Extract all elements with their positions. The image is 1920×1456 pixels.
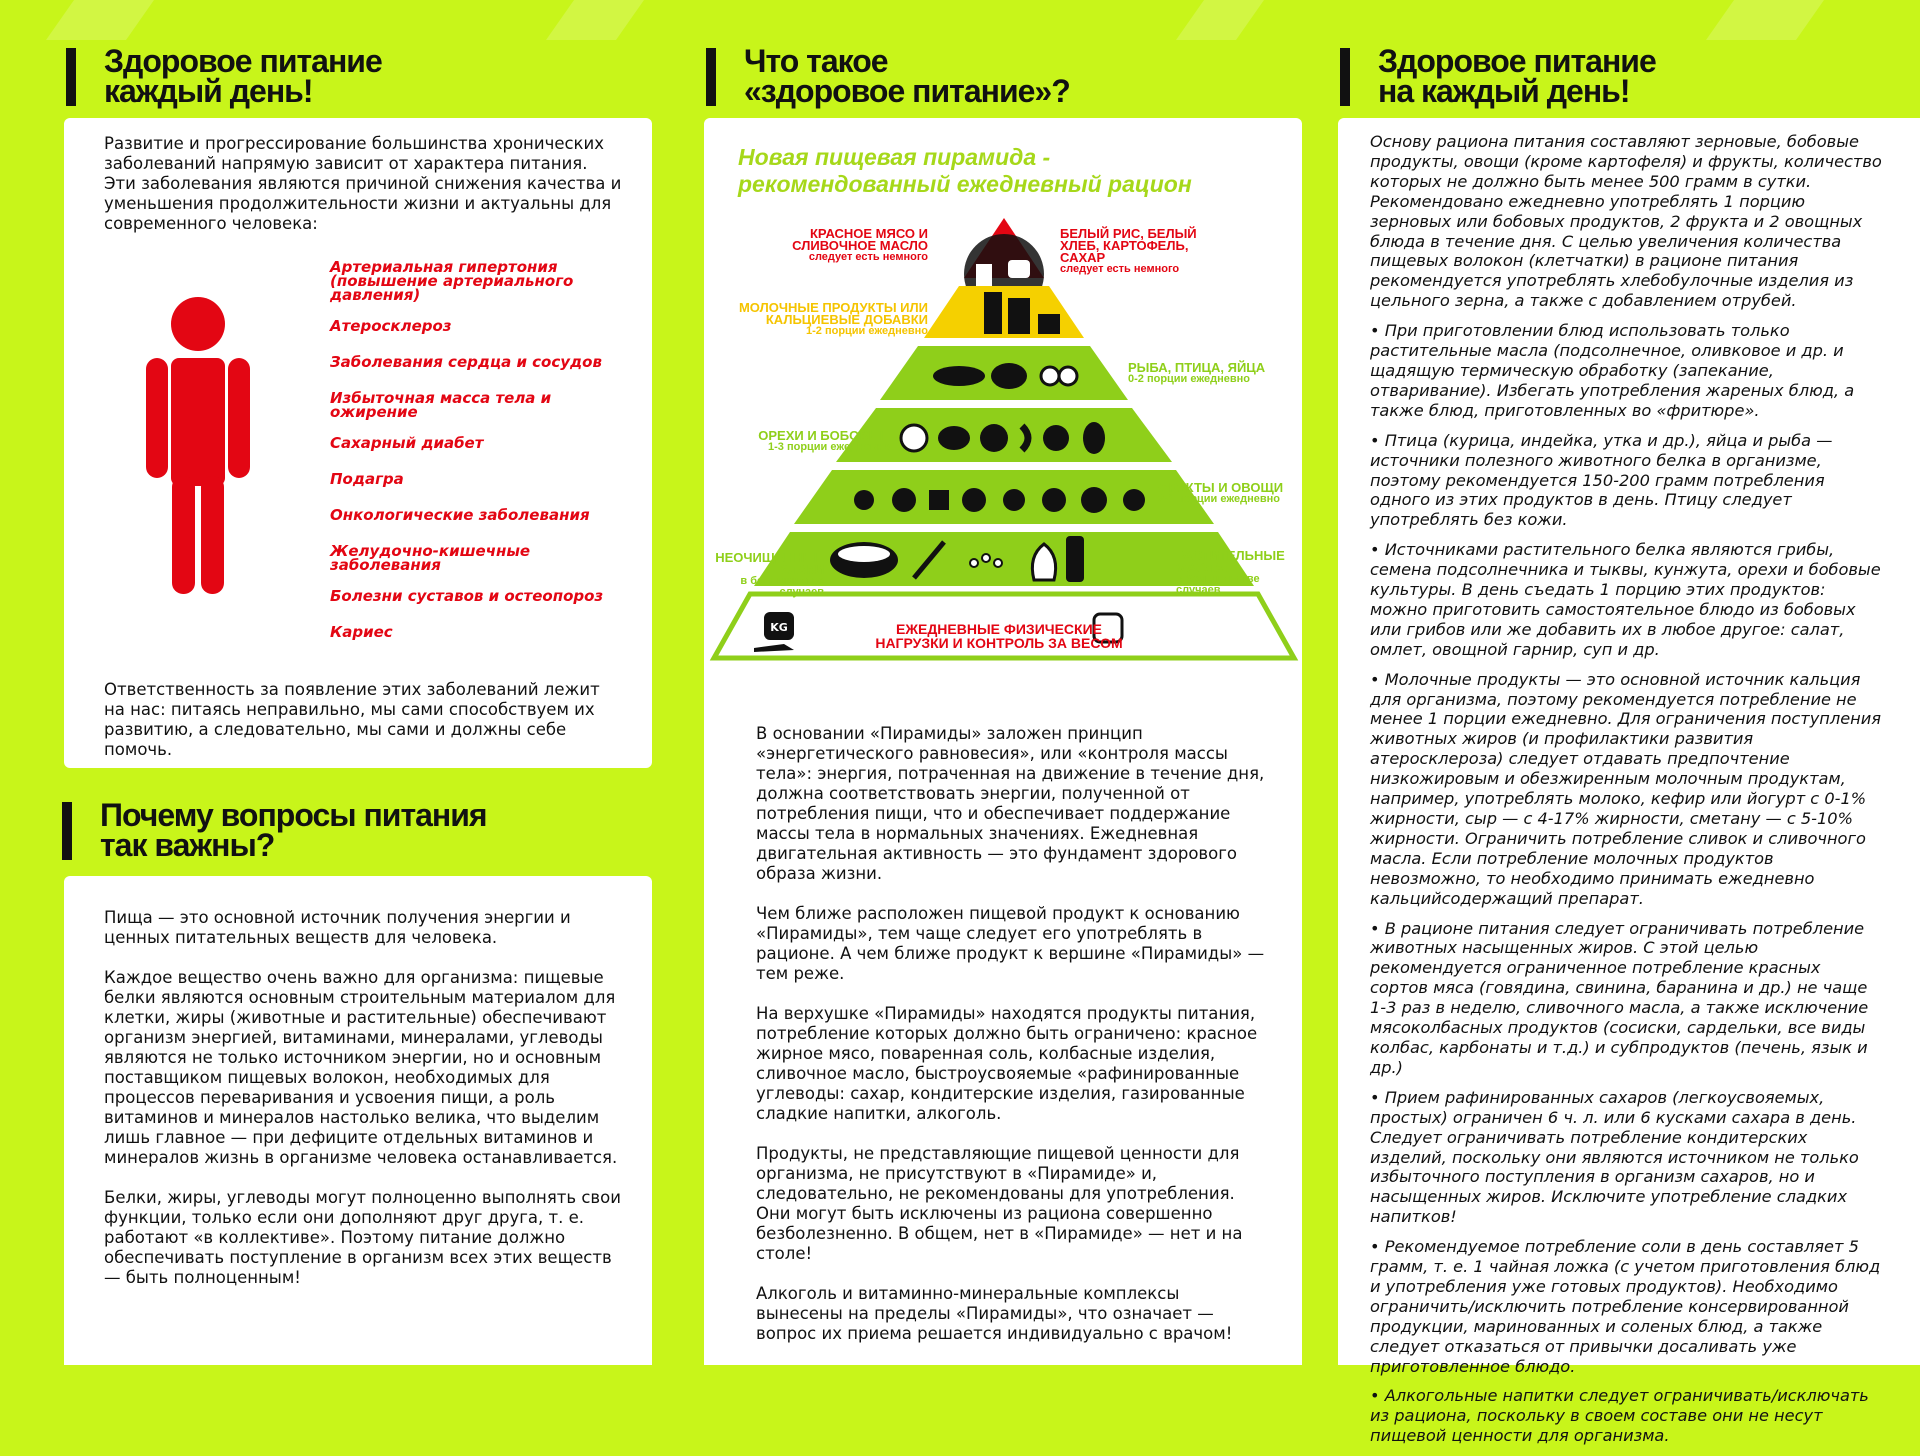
heading-bar bbox=[706, 48, 716, 106]
disease-item: Кариес bbox=[330, 623, 393, 641]
diseases-card bbox=[64, 118, 652, 768]
label-red-meat: КРАСНОЕ МЯСО И СЛИВОЧНОЕ МАСЛО следует есть немного bbox=[792, 226, 928, 263]
section-heading bbox=[706, 43, 1070, 109]
disease-item: Атеросклероз bbox=[330, 317, 452, 335]
daily-eating-card bbox=[1338, 118, 1920, 1446]
disease-item: Артериальная гипертония (повышение артериального давления) bbox=[330, 258, 574, 304]
heading-bar bbox=[1340, 48, 1350, 106]
paragraph: • При приготовлении блюд использовать только растительные масла (подсолнечное, оливковое и др. и щадящую термическую обработку (запекание, отваривание). Избегать употребления жареных блюд, а также блюд, приготовленных во «фритюре». bbox=[1370, 321, 1855, 420]
heading-title: Почему вопросы питания так важны? bbox=[100, 797, 487, 863]
label-base-activity: ЕЖЕДНЕВНЫЕ ФИЗИЧЕСКИЕ НАГРУЗКИ И КОНТРОЛЬ ЗА ВЕСОМ bbox=[875, 621, 1123, 651]
paragraph: Белки, жиры, углеводы могут полноценно выполнять свои функции, только если они дополняют друг друга, т. е. работают «в коллективе». Поэтому питание должно обеспечивать поступление в организм всех этих веществ — быть полноценным! bbox=[104, 1188, 621, 1287]
paragraph: Алкоголь и витаминно-минеральные комплексы вынесены на пределы «Пирамиды», что означает — вопрос их приема решается индивидуально с врачом! bbox=[756, 1284, 1233, 1343]
human-figure-icon bbox=[142, 296, 254, 596]
label-white-rice: БЕЛЫЙ РИС, БЕЛЫЙ ХЛЕБ, КАРТОФЕЛЬ, САХАР следует есть немного bbox=[1060, 226, 1197, 275]
disease-item: Болезни суставов и остеопороз bbox=[330, 587, 604, 605]
label-fruit: ФРУКТЫ И ОВОЩИ 2-3 порции ежедневно bbox=[1158, 480, 1284, 505]
paragraph: • Прием рафинированных сахаров (легкоусвояемых, простых) ограничен 6 ч. л. или 6 кусками сахара в день. Следует ограничивать потребление кондитерских изделий, поскольку они являются источником не только избыточного поступления в организм сахаров, но и насыщенных жиров. Исключите употребление сладких напитков! bbox=[1370, 1087, 1859, 1227]
label-nuts: ОРЕХИ И БОБОВЫЕ 1-3 порции ежедневно bbox=[758, 428, 890, 453]
paragraph: В основании «Пирамиды» заложен принцип «энергетического равновесия», или «контроля массы тела»: энергия, потраченная на движение в течение дня, должна соответствовать энергии, полученной от потребления пищи, что и обеспечивает поддержание массы тела в нормальных значениях. Ежедневная двигательная активность — это фундамент здорового образа жизни. bbox=[756, 724, 1265, 883]
paragraph: • В рационе питания следует ограничивать потребление животных насыщенных жиров. С этой целью рекомендуется ограниченное потребление красных сортов мяса (говядина, свинина, баранина и др.) не чаще 1-3 раз в неделю, сливочного масла, а также исключение мясоколбасных продуктов (сосиски, сардельки, все виды колбас, карбонаты и т.д.) и субпродуктов (печень, язык и др.) bbox=[1370, 918, 1869, 1077]
paragraph: На верхушке «Пирамиды» находятся продукты питания, потребление которых должно быть ограничено: красное жирное мясо, поваренная соль, колбасные изделия, сливочное масло, быстроусвояемые «рафинированные углеводы: сахар, кондитерские изделия, газированные сладкие напитки, алкоголь. bbox=[756, 1004, 1258, 1123]
paragraph: Основу рациона питания составляют зерновые, бобовые продукты, овощи (кроме картофеля) и фрукты, количество которых не должно быть менее 500 грамм в сутки. Рекомендовано ежедневно употреблять 1 порцию зерновых или бобовых продуктов, 2 фрукта и 2 овощных блюда в течение дня. С целью увеличения количества пищевых волокон (клетчатки) в рационе питания рекомендуется употреблять хлебобулочные изделия из цельного зерна, а также с добавлением отрубей. bbox=[1370, 132, 1882, 311]
label-grains: НЕОЧИЩЕННЫЕ ЗЛАКИ в большинстве случаев bbox=[715, 550, 824, 598]
disease-item: Желудочно-кишечные заболевания bbox=[330, 542, 531, 574]
section-heading bbox=[1340, 43, 1656, 109]
intro-text: Развитие и прогрессирование большинства хронических заболеваний напрямую зависит от характера питания. Эти заболевания являются причиной снижения качества и уменьшения продолжительности жизни и актуальны для современного человека: bbox=[104, 134, 622, 233]
daily-eating-text bbox=[1370, 132, 1882, 1456]
heading-title: Что такое «здоровое питание»? bbox=[744, 43, 1070, 109]
section-heading bbox=[62, 797, 487, 863]
paragraph: • Источниками растительного белка являются грибы, семена подсолнечника и тыквы, кунжута, орехи и бобовые культуры. В день съедать 1 порцию этих продуктов: можно приготовить самостоятельное блюдо из бобовых или грибов или же добавить их в любое другое: салат, омлет, овощной гарнир, суп и др. bbox=[1370, 540, 1881, 659]
label-oil: РАСТИТЕЛЬНЫЕ МАСЛА: в большинстве случаев bbox=[1176, 548, 1285, 596]
label-fish: РЫБА, ПТИЦА, ЯЙЦА 0-2 порции ежедневно bbox=[1128, 360, 1266, 385]
column-healthy-eating bbox=[0, 0, 690, 1365]
disease-item: Подагра bbox=[330, 470, 404, 488]
pyramid-text bbox=[756, 724, 1266, 1344]
paragraph: • Молочные продукты — это основной источник кальция для организма, поэтому рекомендуется потребление не менее 1 порции ежедневно. Для ограничения поступления животных жиров (и профилактики развития атеросклероза) следует отдавать предпочтение низкожировым и обезжиренным молочным продуктам, например, употреблять молоко, кефир или йогурт с 0-1% жирности, сыр — с 4-17% жирности, сметану — с 5-10% жирности. Ограничить потребление сливок и сливочного масла. Если потребление молочных продуктов невозможно, то необходимо принимать ежедневно кальцийсодержащий препарат. bbox=[1370, 669, 1882, 908]
disease-list bbox=[330, 260, 630, 661]
paragraph: • Алкогольные напитки следует ограничивать/исключать из рациона, поскольку в своем составе они не несут пищевой ценности для организма. bbox=[1370, 1386, 1869, 1446]
disease-item: Заболевания сердца и сосудов bbox=[330, 353, 602, 371]
outro-text: Ответственность за появление этих заболеваний лежит на нас: питаясь неправильно, мы сами способствуем их развитию, а следовательно, мы сами и должны себе помочь. bbox=[104, 680, 600, 759]
heading-title: Здоровое питание каждый день! bbox=[104, 43, 382, 109]
paragraph: Чем ближе расположен пищевой продукт к основанию «Пирамиды», тем чаще следует его употреблять в рационе. А чем ближе продукт к вершине «Пирамиды» — тем реже. bbox=[756, 904, 1265, 983]
heading-title: Здоровое питание на каждый день! bbox=[1378, 43, 1656, 109]
pyramid-card bbox=[704, 118, 1302, 1365]
label-dairy: МОЛОЧНЫЕ ПРОДУКТЫ ИЛИ КАЛЬЦИЕВЫЕ ДОБАВКИ 1-2 порции ежедневно bbox=[738, 300, 928, 337]
column-what-is-healthy-eating bbox=[690, 0, 1330, 1365]
disease-item: Онкологические заболевания bbox=[330, 506, 590, 524]
column-daily-eating bbox=[1330, 0, 1920, 1446]
paragraph: Пища — это основной источник получения энергии и ценных питательных веществ для человека. bbox=[104, 908, 571, 947]
section-heading bbox=[66, 43, 382, 109]
paragraph: • Рекомендуемое потребление соли в день составляет 5 грамм, т. е. 1 чайная ложка (с учетом приготовления блюд и употребления уже готовых продуктов). Необходимо ограничить/исключить потребление консервированной продукции, маринованных и соленых блюд, а также следует отказаться от привычки досаливать уже приготовленное блюдо. bbox=[1370, 1237, 1881, 1376]
nutrition-importance-card bbox=[64, 876, 652, 1365]
paragraph: Каждое вещество очень важно для организма: пищевые белки являются основным строительным материалом для клетки, жиры (животные и растительные) обеспечивают организм энергией, витаминами, минералами, углеводы являются не только источником энергии, но и основным поставщиком пищевых волокон, необходимых для процессов переваривания и усвоения пищи, а роль витаминов и минералов настолько велика, что выделим лишь главное — при дефиците отдельных витаминов и минералов жизнь в организме человека останавливается. bbox=[104, 968, 618, 1167]
heading-bar bbox=[62, 802, 72, 860]
kg-weight-label: KG bbox=[770, 621, 788, 634]
importance-text bbox=[104, 908, 624, 1288]
paragraph: Продукты, не представляющие пищевой ценности для организма, не присутствуют в «Пирамиде» и, следовательно, не рекомендованы для употребления. Они могут быть исключены из рациона совершенно безболезненно. В общем, нет в «Пирамиде» — нет и на столе! bbox=[756, 1144, 1243, 1263]
disease-item: Сахарный диабет bbox=[330, 434, 484, 452]
heading-bar bbox=[66, 48, 76, 106]
paragraph: • Птица (курица, индейка, утка и др.), яйца и рыба — источники полезного животного белка в организме, поэтому рекомендуется 150-200 грамм потребления одного из этих продуктов в день. Птицу следует употреблять без кожи. bbox=[1370, 430, 1833, 530]
pyramid-title: Новая пищевая пирамида - рекомендованный ежедневный рацион bbox=[738, 144, 1192, 197]
disease-item: Избыточная масса тела и ожирение bbox=[330, 389, 552, 421]
